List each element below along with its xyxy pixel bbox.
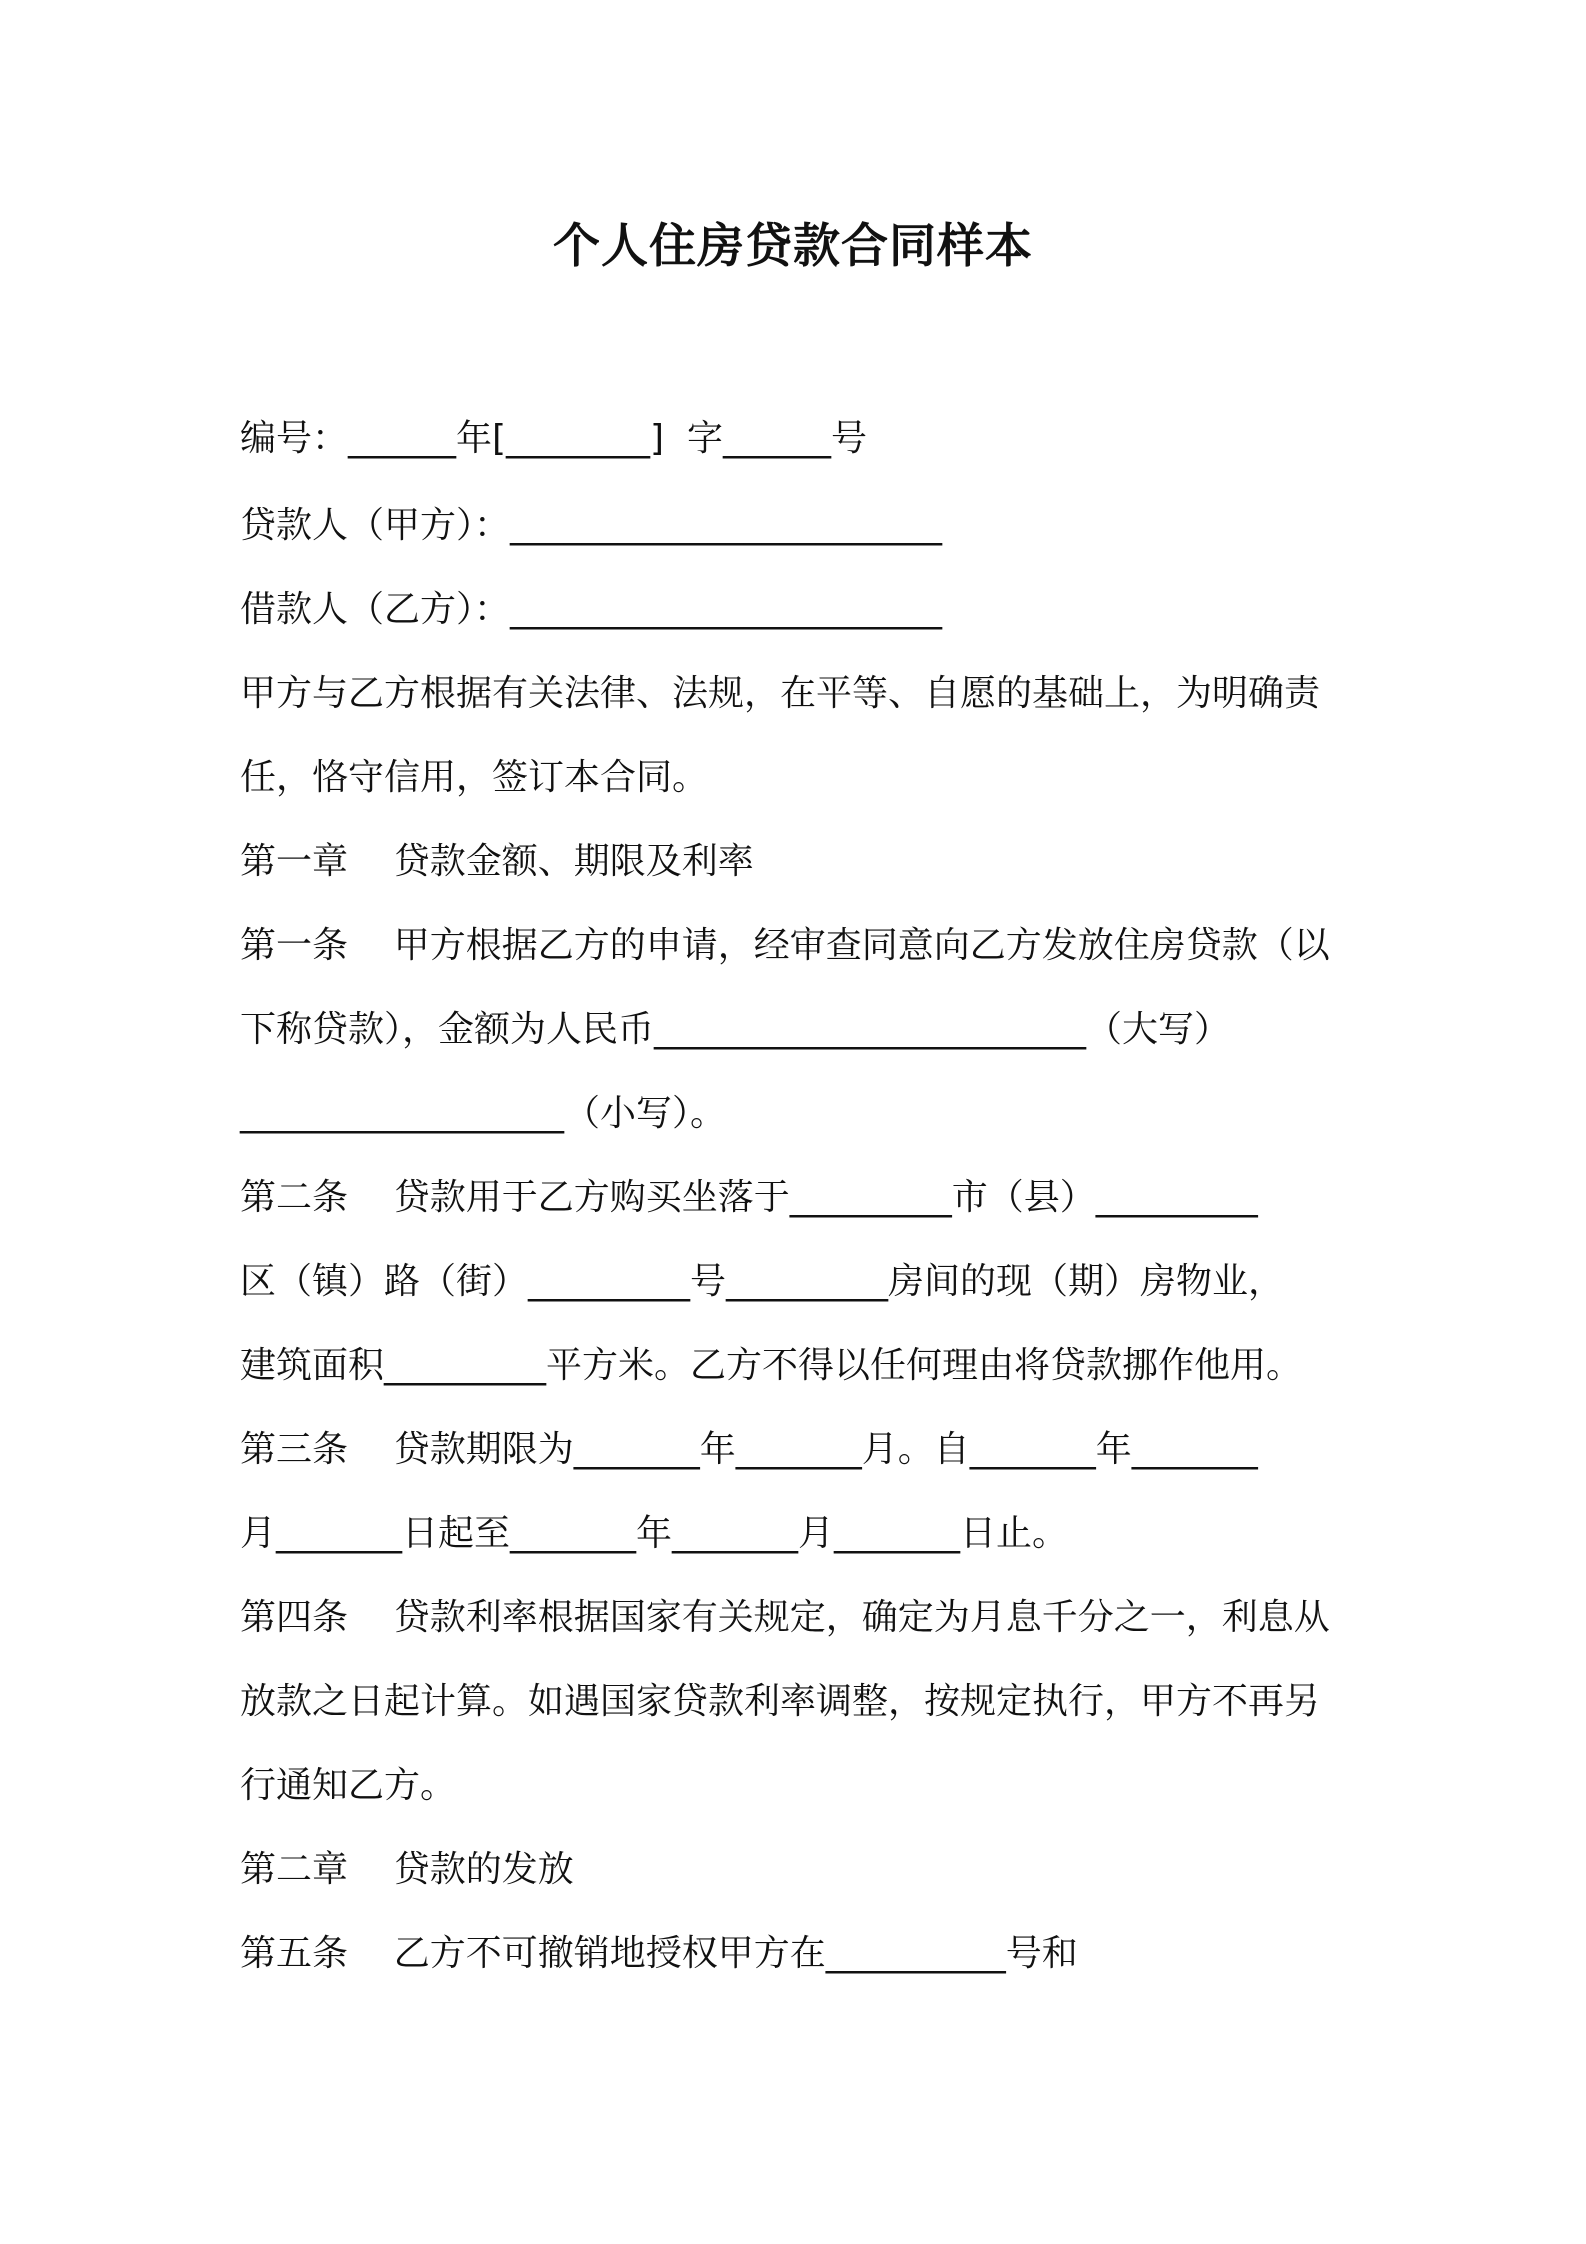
preamble-line-2: 任，恪守信用，签订本合同。 (240, 757, 709, 798)
article-2-line-3: 建筑面积_________平方米。乙方不得以任何理由将贷款挪作他用。 (240, 1345, 1303, 1386)
article-4-line-3: 行通知乙方。 (240, 1765, 457, 1806)
document-title: 个人住房贷款合同样本 (553, 219, 1033, 274)
article-5-line-1: 第五条 乙方不可撤销地授权甲方在__________号和 (240, 1933, 1078, 1974)
lender-line: 贷款人（甲方）：________________________ (240, 505, 943, 546)
article-2-line-2: 区（镇）路（街）_________号_________房间的现（期）房物业， (240, 1261, 1285, 1302)
borrower-line: 借款人（乙方）：________________________ (240, 589, 943, 630)
article-4-line-1: 第四条 贷款利率根据国家有关规定，确定为月息千分之一，利息从 (240, 1597, 1330, 1638)
contract-number-line: 编号：______年[________] 字______号 (240, 418, 867, 459)
article-3-line-2: 月_______日起至_______年_______月_______日止。 (240, 1513, 1069, 1554)
preamble-line-1: 甲方与乙方根据有关法律、法规，在平等、自愿的基础上，为明确责 (240, 673, 1321, 714)
chapter-1-heading: 第一章 贷款金额、期限及利率 (240, 841, 754, 882)
article-1-line-2: 下称贷款），金额为人民币________________________（大写） (240, 1009, 1231, 1050)
chapter-2-heading: 第二章 贷款的发放 (240, 1849, 574, 1890)
article-1-line-3: __________________（小写）。 (240, 1093, 727, 1134)
article-3-line-1: 第三条 贷款期限为_______年_______月。自_______年_______ (240, 1429, 1258, 1470)
article-4-line-2: 放款之日起计算。如遇国家贷款利率调整，按规定执行，甲方不再另 (240, 1681, 1321, 1722)
article-1-line-1: 第一条 甲方根据乙方的申请，经审查同意向乙方发放住房贷款（以 (240, 925, 1330, 966)
article-2-line-1: 第二条 贷款用于乙方购买坐落于_________市（县）_________ (240, 1177, 1258, 1218)
